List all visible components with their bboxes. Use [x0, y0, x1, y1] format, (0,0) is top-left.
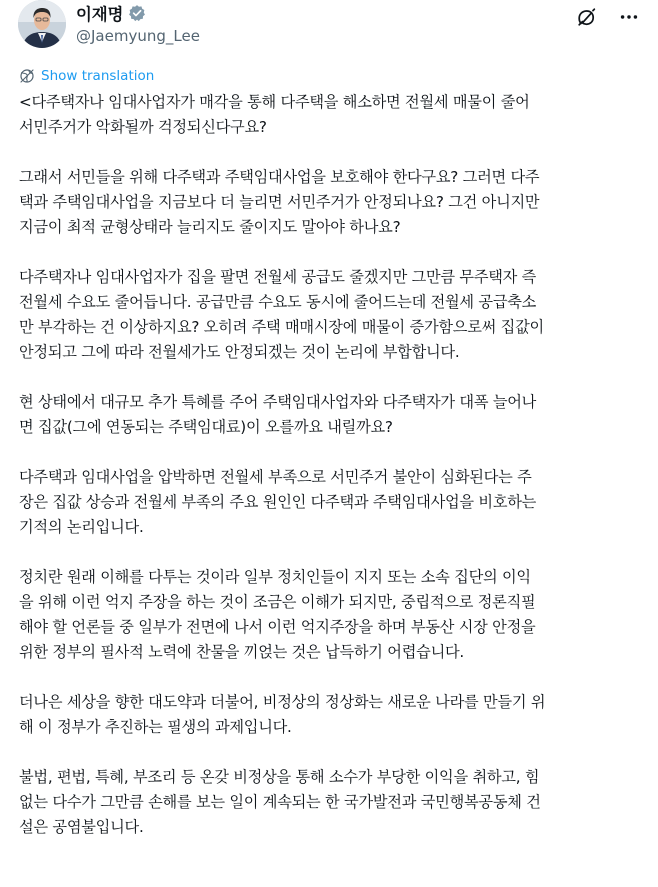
text-line: 만 부각하는 건 이상하지요? 오히려 주택 매매시장에 매물이 증가함으로써 집값이 — [19, 318, 544, 336]
avatar[interactable] — [18, 0, 66, 48]
text-line: 안정되고 그에 따라 전월세가도 안정되겠는 것이 논리에 부합합니다. — [19, 343, 460, 361]
text-line: 위한 정부의 필사적 노력에 찬물을 끼얹는 것은 납득하기 어렵습니다. — [19, 643, 464, 661]
text-line: 불법, 편법, 특혜, 부조리 등 온갖 비정상을 통해 소수가 부당한 이익을 취하고, 힘 — [19, 768, 540, 786]
text-line: 없는 다수가 그만큼 손해를 보는 일이 계속되는 한 국가발전과 국민행복공동체 건 — [19, 793, 541, 811]
tweet-paragraph — [19, 565, 641, 665]
avatar-image — [18, 0, 66, 48]
tweet-paragraph — [19, 165, 641, 240]
text-line: 해 이 정부가 추진하는 필생의 과제입니다. — [19, 718, 292, 736]
text-line: 면 집값(그에 연동되는 주택임대료)이 오를까요 내릴까요? — [19, 418, 393, 436]
text-line: 택과 주택임대사업을 지금보다 더 늘리면 서민주거가 안정되나요? 그건 아니지만 — [19, 193, 540, 211]
text-line: 전월세 수요도 줄어듭니다. 공급만큼 수요도 동시에 줄어드는데 전월세 공급축소 — [19, 293, 537, 311]
tweet-text — [19, 90, 641, 865]
grok-icon[interactable] — [576, 6, 598, 28]
show-translation-label[interactable]: Show translation — [41, 68, 155, 84]
display-name[interactable]: 이재명 — [76, 5, 124, 24]
text-line: 현 상태에서 대규모 추가 특혜를 주어 주택임대사업자와 다주택자가 대폭 늘어나 — [19, 393, 537, 411]
more-options-icon[interactable] — [618, 6, 640, 28]
text-line: 더나은 세상을 향한 대도약과 더불어, 비정상의 정상화는 새로운 나라를 만들기 위 — [19, 693, 546, 711]
text-line: 기적의 논리입니다. — [19, 518, 144, 536]
verified-badge-icon — [128, 4, 146, 22]
show-translation-link[interactable] — [19, 66, 154, 86]
tweet-paragraph — [19, 690, 641, 740]
tweet-paragraph — [19, 390, 641, 440]
text-line: <다주택자나 임대사업자가 매각을 통해 다주택을 해소하면 전월세 매물이 줄어 — [19, 93, 530, 111]
name-row — [76, 1, 200, 25]
text-line: 다주택과 임대사업을 압박하면 전월세 부족으로 서민주거 불안이 심화된다는 주 — [19, 468, 532, 486]
text-line: 을 위해 이런 억지 주장을 하는 것이 조금은 이해가 되지만, 중립적으로 정론직필 — [19, 593, 536, 611]
text-line: 해야 할 언론들 중 일부가 전면에 나서 이런 억지주장을 하며 부동산 시장 안정을 — [19, 618, 536, 636]
header-actions — [556, 6, 640, 28]
tweet-paragraph — [19, 265, 641, 365]
tweet-paragraph — [19, 465, 641, 540]
tweet-header — [18, 0, 640, 56]
text-line: 그래서 서민들을 위해 다주택과 주택임대사업을 보호해야 한다구요? 그러면 다주 — [19, 168, 540, 186]
handle[interactable]: @Jaemyung_Lee — [76, 27, 200, 45]
tweet-paragraph — [19, 90, 641, 140]
text-line: 다주택자나 임대사업자가 집을 팔면 전월세 공급도 줄겠지만 그만큼 무주택자 즉 — [19, 268, 537, 286]
text-line: 설은 공염불입니다. — [19, 818, 144, 836]
text-line: 지금이 최적 균형상태라 늘리지도 줄이지도 말아야 하나요? — [19, 218, 401, 236]
author-names — [76, 1, 200, 47]
tweet-paragraph — [19, 765, 641, 840]
globe-icon — [19, 68, 35, 84]
text-line: 정치란 원래 이해를 다투는 것이라 일부 정치인들이 지지 또는 소속 집단의 이익 — [19, 568, 531, 586]
text-line: 장은 집값 상승과 전월세 부족의 주요 원인인 다주택과 주택임대사업을 비호하는 — [19, 493, 537, 511]
text-line: 서민주거가 악화될까 걱정되신다구요? — [19, 118, 267, 136]
